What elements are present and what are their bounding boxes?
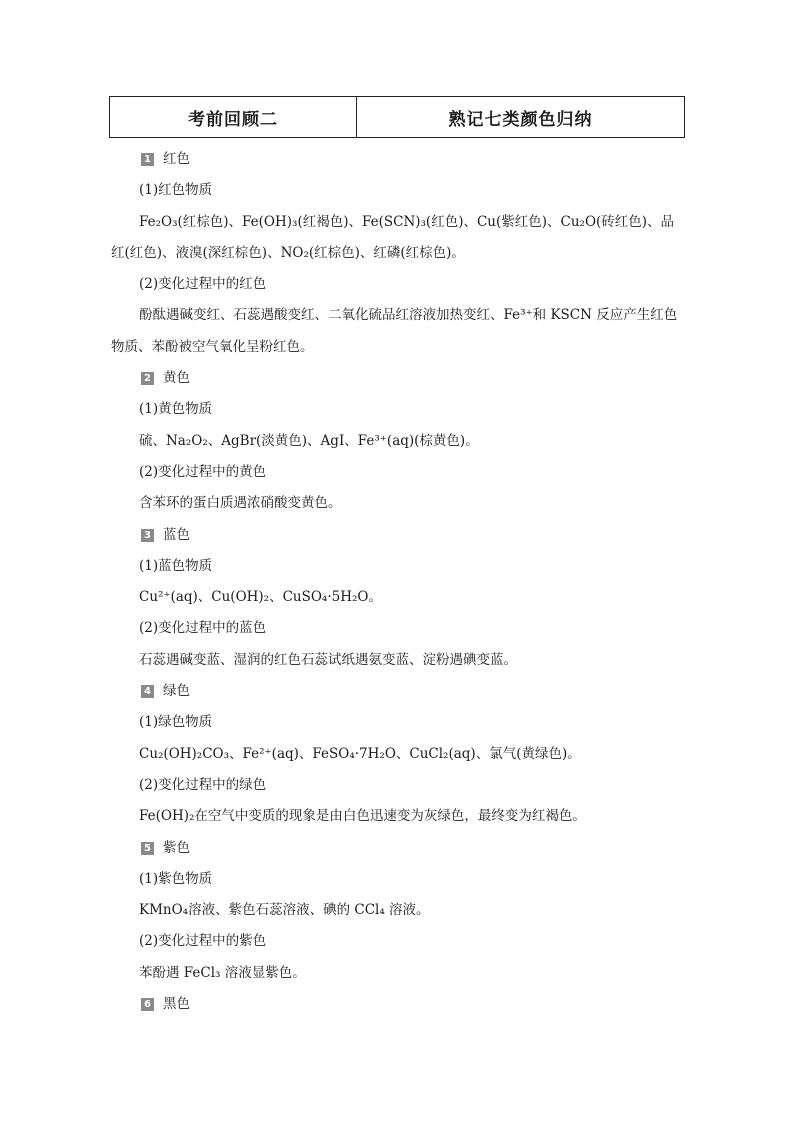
number-badge-icon: 2 [141,372,154,385]
section-5-title [111,833,683,864]
section-6-title [111,989,683,1020]
section-5-sub2-title: (2)变化过程中的紫色 [139,933,267,950]
number-badge-icon: 6 [141,998,154,1011]
number-badge-icon: 3 [141,529,154,542]
section-4-title [111,676,683,707]
section-2-sub1-text: 硫、Na₂O₂、AgBr(淡黄色)、AgI、Fe³⁺(aq)(棕黄色)。 [139,432,479,449]
section-5-sub2-text: 苯酚遇 FeCl₃ 溶液显紫色。 [139,964,306,981]
section-3-title [111,520,683,551]
section-4-sub1-text: Cu₂(OH)₂CO₃、Fe²⁺(aq)、FeSO₄·7H₂O、CuCl₂(aq)、氯气(黄绿色)。 [139,745,581,762]
section-title-text: 黄色 [163,370,190,387]
section-title-text: 红色 [163,151,190,167]
section-title-text: 紫色 [163,839,190,856]
section-title-text: 蓝色 [163,526,190,543]
section-1-sub1-text: Fe₂O₃(红棕色)、Fe(OH)₃(红褐色)、Fe(SCN)₃(红色)、Cu(紫红色)、Cu₂O(砖红色)、品红(红色)、液溴(深红棕色)、NO₂(红棕色)、红磷(红棕色)。 [111,213,675,261]
number-badge-icon: 1 [141,153,154,166]
section-2-sub1-title: (1)黄色物质 [139,401,213,418]
section-4-sub2-title: (2)变化过程中的绿色 [139,776,267,793]
number-badge-icon: 4 [141,685,154,698]
section-1-sub2-title: (2)变化过程中的红色 [139,276,267,293]
section-5-sub1-title: (1)紫色物质 [139,870,213,887]
header-right-cell: 熟记七类颜色归纳 [448,109,593,130]
header-table [109,96,685,138]
section-2-sub2-text: 含苯环的蛋白质遇浓硝酸变黄色。 [139,495,342,512]
section-5-sub1-text: KMnO₄溶液、紫色石蕊溶液、碘的 CCl₄ 溶液。 [139,902,430,919]
section-3-sub1-title: (1)蓝色物质 [139,557,213,574]
section-4-sub2-text: Fe(OH)₂在空气中变质的现象是由白色迅速变为灰绿色，最终变为红褐色。 [139,808,586,825]
section-1-sub1-title: (1)红色物质 [139,182,213,199]
section-1-title [111,144,683,175]
section-2-sub2-title: (2)变化过程中的黄色 [139,463,267,480]
section-1-sub2-text: 酚酞遇碱变红、石蕊遇酸变红、二氧化硫品红溶液加热变红、Fe³⁺和 KSCN 反应产生红色物质、苯酚被空气氧化呈粉红色。 [111,307,678,355]
number-badge-icon: 5 [141,842,154,855]
header-left-cell: 考前回顾二 [110,97,357,137]
content-body [111,144,683,1020]
section-3-sub2-text: 石蕊遇碱变蓝、湿润的红色石蕊试纸遇氨变蓝、淀粉遇碘变蓝。 [139,651,517,668]
section-2-title [111,363,683,394]
section-4-sub1-title: (1)绿色物质 [139,714,213,731]
section-3-sub1-text: Cu²⁺(aq)、Cu(OH)₂、CuSO₄·5H₂O。 [139,589,382,606]
section-title-text: 绿色 [163,683,190,700]
section-3-sub2-title: (2)变化过程中的蓝色 [139,620,267,637]
section-title-text: 黑色 [163,996,190,1013]
